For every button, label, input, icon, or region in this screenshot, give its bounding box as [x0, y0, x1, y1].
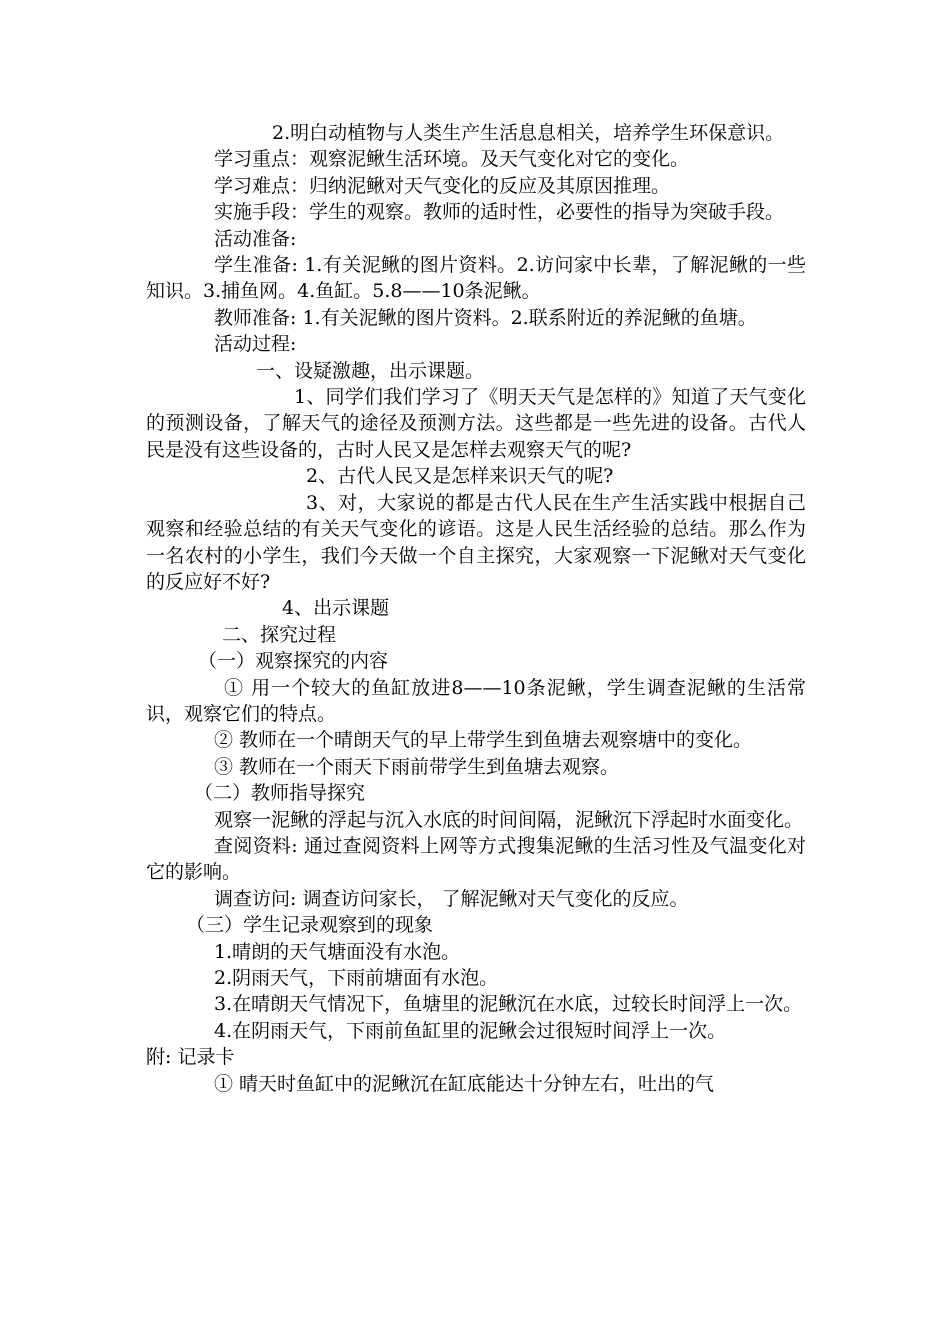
- paragraph: 3.在晴朗天气情况下，鱼塘里的泥鳅沉在水底，过较长时间浮上一次。: [214, 993, 803, 1016]
- paragraph: 观察一泥鳅的浮起与沉入水底的时间间隔，泥鳅沉下浮起时水面变化。: [214, 808, 804, 831]
- paragraph: 附: 记录卡: [146, 1046, 235, 1069]
- paragraph: 调查访问: 调查访问家长， 了解泥鳅对天气变化的反应。: [214, 887, 689, 910]
- paragraph: 查阅资料: 通过查阅资料上网等方式搜集泥鳅的生活习性及气温变化对它的影响。: [146, 834, 806, 884]
- paragraph: 2、古代人民又是怎样来识天气的呢?: [306, 465, 614, 488]
- paragraph: 2.阴雨天气，下雨前塘面有水泡。: [214, 967, 499, 989]
- paragraph: 4.在阴雨天气，下雨前鱼缸里的泥鳅会过很短时间浮上一次。: [214, 1019, 727, 1042]
- document-body: [146, 120, 806, 1097]
- paragraph: 学习重点：观察泥鳅生活环境。及天气变化对它的变化。: [214, 148, 690, 171]
- paragraph: 3、对，大家说的都是古代人民在生产生活实践中根据自己观察和经验总结的有关天气变化的谚语。这是人民生活经验的总结。那么作为一名农村的小学生，我们今天做一个自主探究，大家观察一下泥鳅对天气变化的反应好不好?: [146, 491, 806, 593]
- paragraph: （三）学生记录观察到的现象: [186, 914, 434, 937]
- paragraph: ② 教师在一个晴朗天气的早上带学生到鱼塘去观察塘中的变化。: [214, 729, 753, 752]
- paragraph: ① 用一个较大的鱼缸放进8——10条泥鳅，学生调查泥鳅的生活常识，观察它们的特点。: [146, 676, 806, 725]
- paragraph: 活动准备:: [214, 227, 297, 250]
- paragraph: 学习难点：归纳泥鳅对天气变化的反应及其原因推理。: [214, 174, 671, 197]
- paragraph: 教师准备: 1.有关泥鳅的图片资料。2.联系附近的养泥鳅的鱼塘。: [214, 306, 757, 329]
- paragraph: 活动过程:: [214, 333, 297, 356]
- paragraph: 学生准备: 1.有关泥鳅的图片资料。2.访问家中长辈，了解泥鳅的一些知识。3.捕鱼网。4.鱼缸。5.8——10条泥鳅。: [146, 254, 806, 303]
- paragraph: （一）观察探究的内容: [198, 650, 389, 673]
- paragraph: （二）教师指导探究: [194, 782, 366, 805]
- paragraph: 2.明白动植物与人类生产生活息息相关，培养学生环保意识。: [272, 122, 785, 144]
- paragraph: 实施手段：学生的观察。教师的适时性，必要性的指导为突破手段。: [214, 201, 785, 224]
- paragraph: 二、探究过程: [222, 623, 337, 646]
- paragraph: 4、出示课题: [282, 597, 390, 620]
- paragraph: ③ 教师在一个雨天下雨前带学生到鱼塘去观察。: [214, 755, 620, 778]
- paragraph: 1、同学们我们学习了《明天天气是怎样的》知道了天气变化的预测设备，了解天气的途径及预测方法。这些都是一些先进的设备。古代人民是没有这些设备的，古时人民又是怎样去观察天气的呢?: [146, 386, 806, 461]
- paragraph: ① 晴天时鱼缸中的泥鳅沉在缸底能达十分钟左右，吐出的气: [214, 1072, 715, 1095]
- paragraph: 1.晴朗的天气塘面没有水泡。: [214, 940, 461, 963]
- paragraph: 一、设疑激趣，出示课题。: [256, 359, 485, 382]
